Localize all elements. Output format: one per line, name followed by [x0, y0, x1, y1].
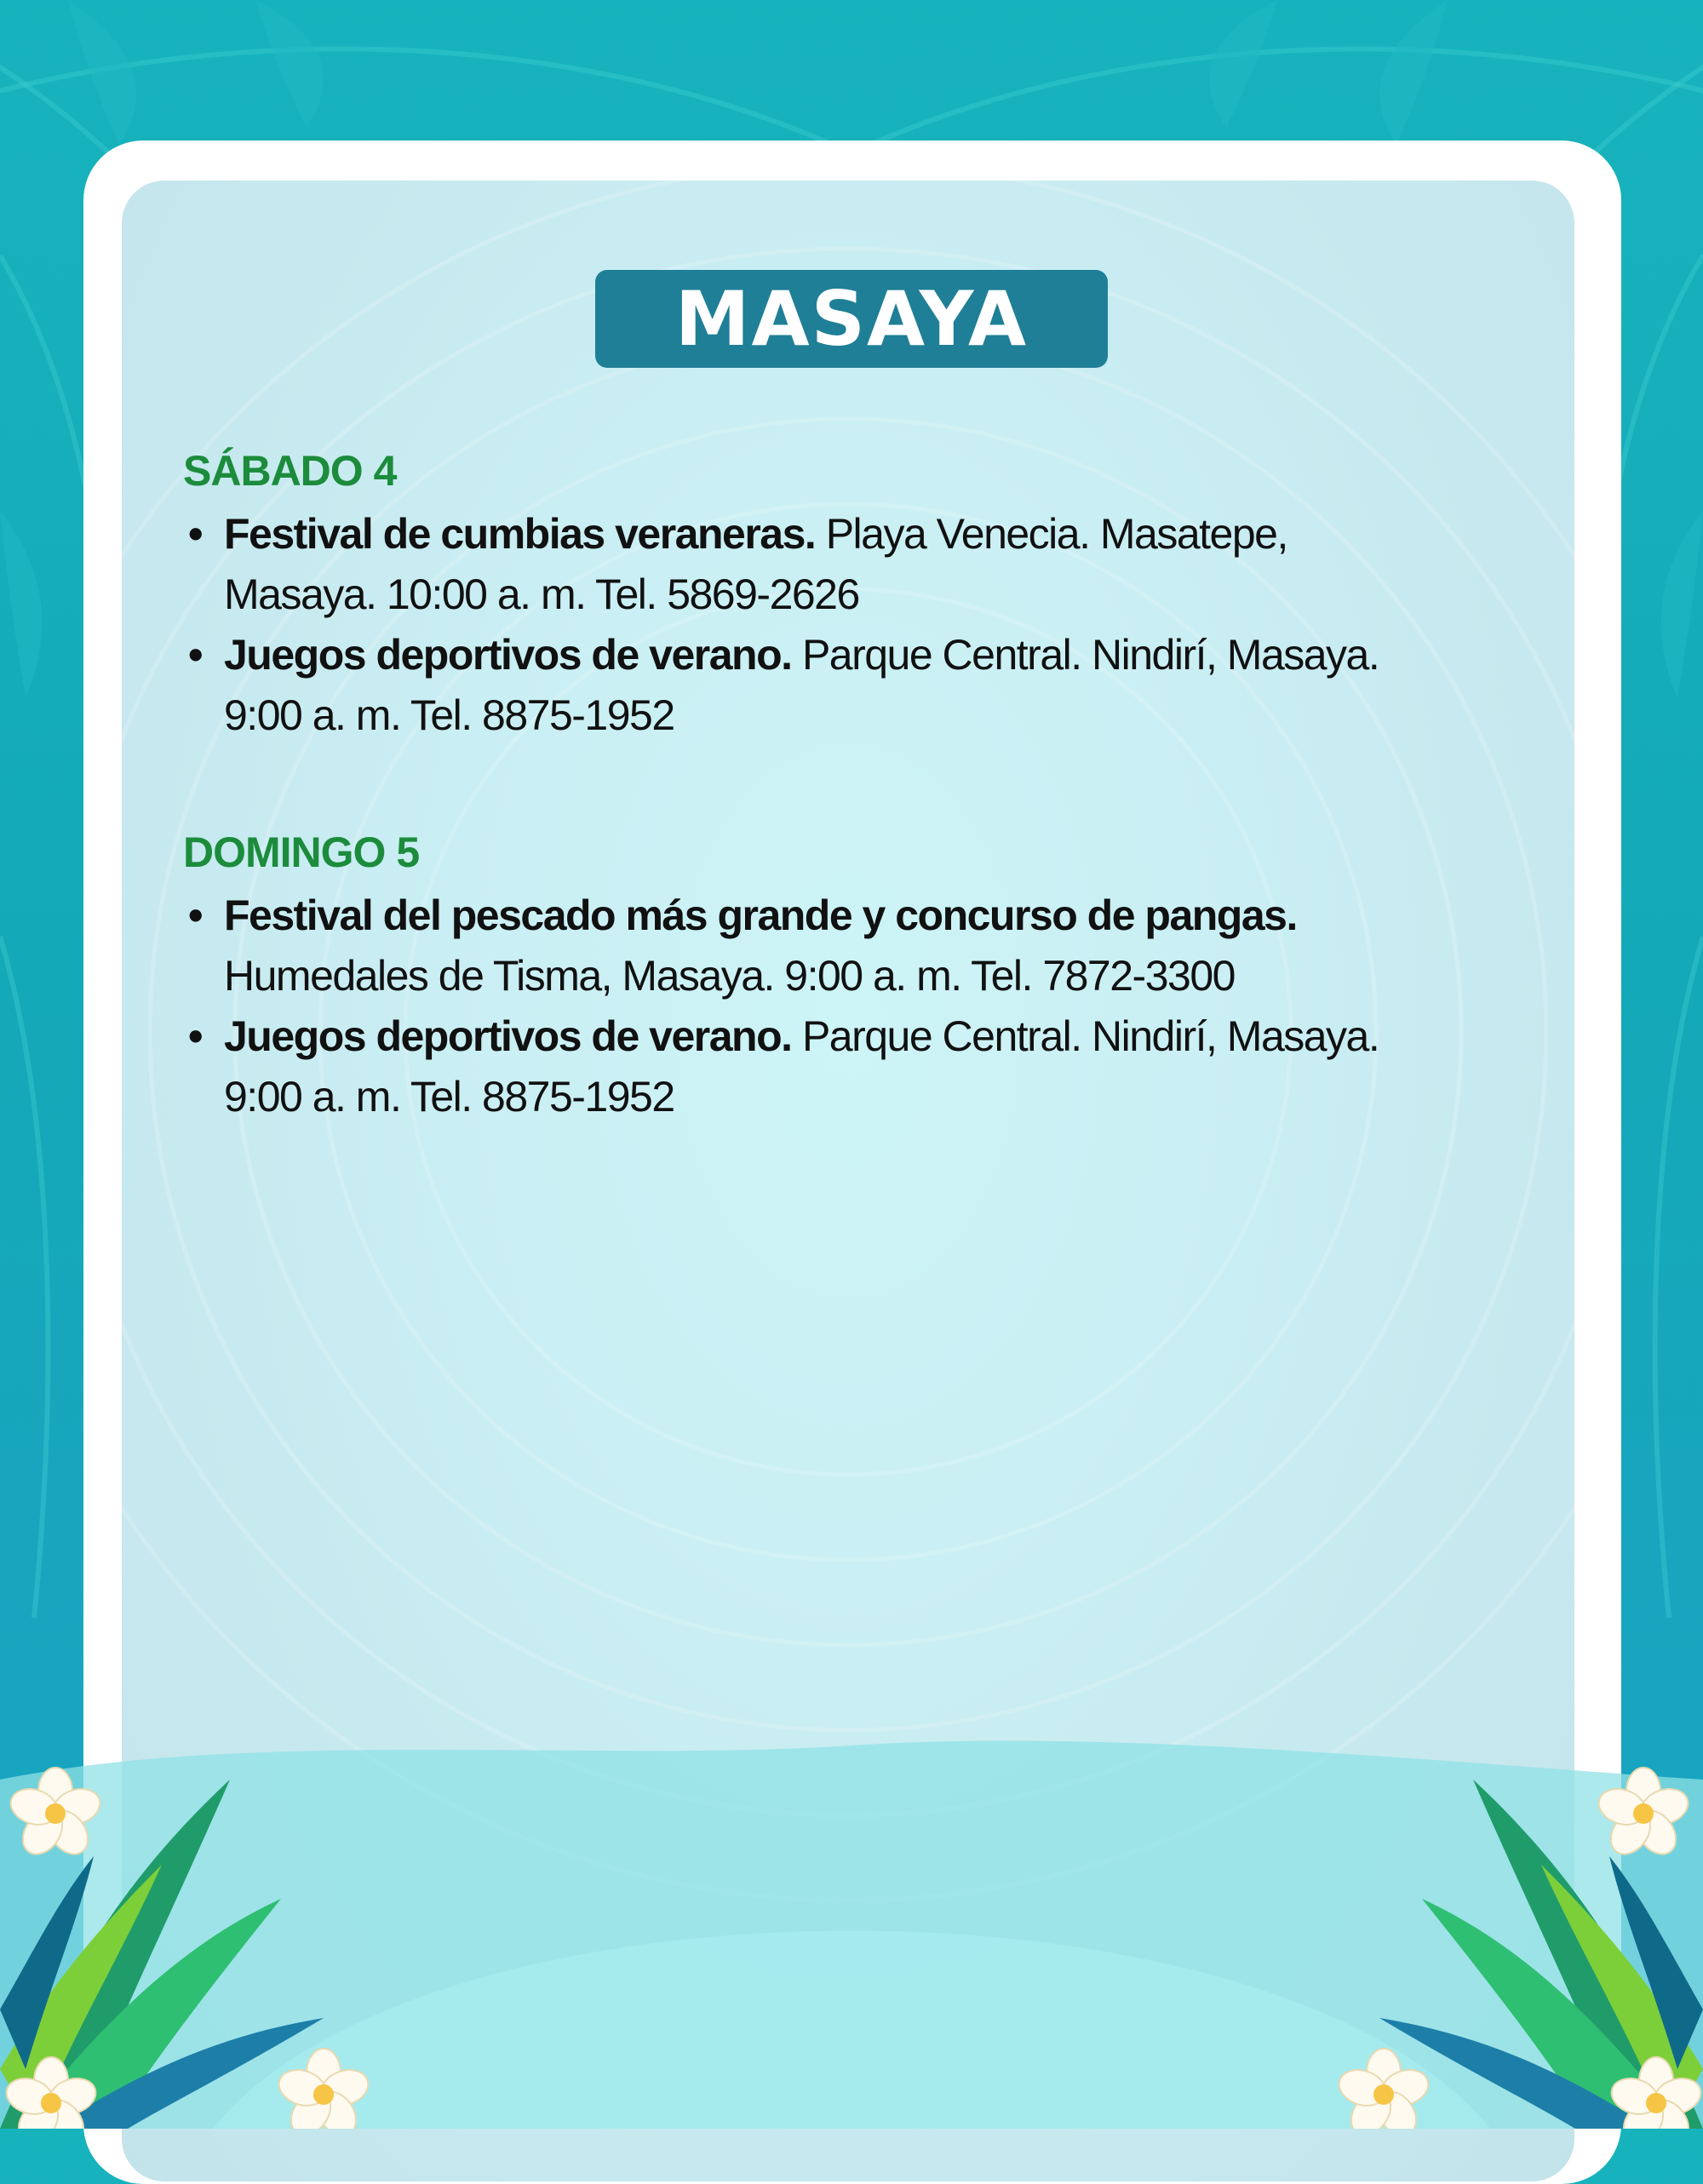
event-title: Festival de cumbias veraneras.: [224, 510, 816, 558]
event-item: [183, 886, 1511, 1006]
bullet-icon: •: [188, 1012, 203, 1060]
event-title: Festival del pescado más grande y concurso de pangas.: [224, 891, 1297, 939]
event-item: [183, 1006, 1511, 1127]
event-item: [183, 504, 1511, 625]
event-details: Parque Central. Nindirí, Masaya.: [801, 631, 1379, 679]
event-schedule: [183, 443, 1511, 1127]
saturday-event-list: [183, 504, 1511, 746]
day-heading-saturday: SÁBADO 4: [183, 447, 397, 495]
event-details: 9:00 a. m. Tel. 8875-1952: [224, 1073, 674, 1121]
event-details: Masaya. 10:00 a. m. Tel. 5869-2626: [224, 570, 859, 618]
event-title: Juegos deportivos de verano.: [224, 631, 792, 679]
bullet-icon: •: [188, 631, 203, 679]
event-details: Humedales de Tisma, Masaya. 9:00 a. m. Tel. 7872-3300: [224, 952, 1235, 1000]
event-details: Playa Venecia. Masatepe,: [825, 510, 1287, 558]
sunday-event-list: [183, 886, 1511, 1127]
page-title: MASAYA: [595, 270, 1108, 368]
day-heading-sunday: DOMINGO 5: [183, 828, 420, 876]
bullet-icon: •: [188, 510, 203, 558]
event-details: Parque Central. Nindirí, Masaya.: [801, 1012, 1379, 1060]
event-item: [183, 625, 1511, 746]
event-details: 9:00 a. m. Tel. 8875-1952: [224, 691, 674, 739]
event-title: Juegos deportivos de verano.: [224, 1012, 792, 1060]
tropical-plants-decoration: [0, 1728, 1703, 2129]
bullet-icon: •: [188, 891, 203, 939]
